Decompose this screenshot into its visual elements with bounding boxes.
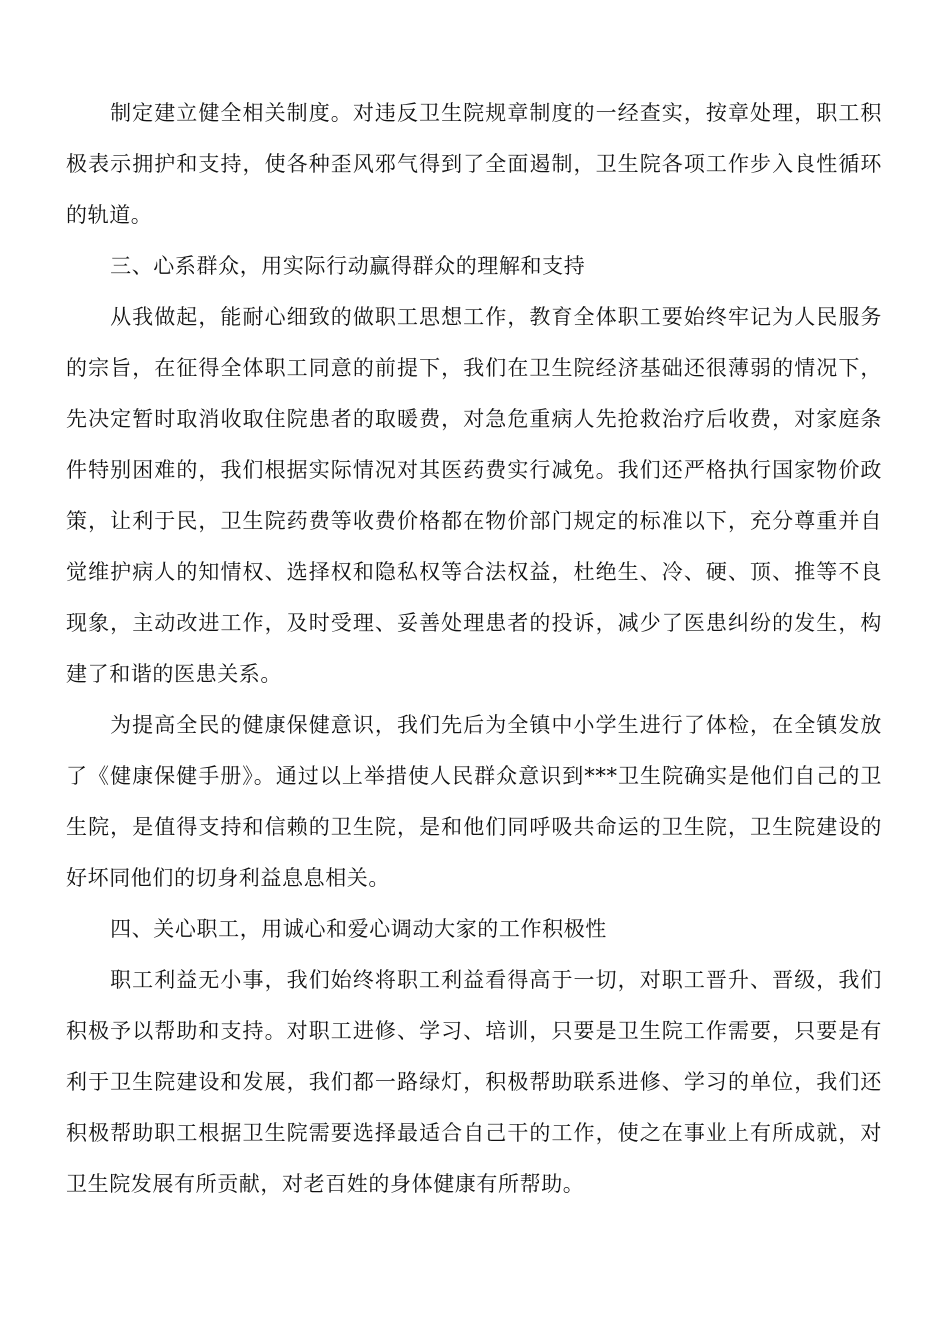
paragraph-staff-care: 职工利益无小事，我们始终将职工利益看得高于一切，对职工晋升、晋级，我们积极予以帮助和支持。对职工进修、学习、培训，只要是卫生院工作需要，只要是有利于卫生院建设和发展，我们都一路绿灯，积极帮助联系进修、学习的单位，我们还积极帮助职工根据卫生院需要选择最适合自己干的工作，使之在事业上有所成就，对卫生院发展有所贡献，对老百姓的身体健康有所帮助。	[66, 968, 882, 1196]
section-heading-four: 四、关心职工，用诚心和爱心调动大家的工作积极性	[110, 917, 607, 941]
section-heading-three: 三、心系群众，用实际行动赢得群众的理解和支持	[110, 254, 586, 278]
paragraph-health-awareness: 为提高全民的健康保健意识，我们先后为全镇中小学生进行了体检，在全镇发放了《健康保健手册》。通过以上举措使人民群众意识到***卫生院确实是他们自己的卫生院，是值得支持和信赖的卫生院，是和他们同呼吸共命运的卫生院，卫生院建设的好坏同他们的切身利益息息相关。	[66, 713, 882, 890]
paragraph-regulations: 制定建立健全相关制度。对违反卫生院规章制度的一经查实，按章处理，职工积极表示拥护和支持，使各种歪风邪气得到了全面遏制，卫生院各项工作步入良性循环的轨道。	[66, 101, 882, 227]
paragraph-patient-services: 从我做起，能耐心细致的做职工思想工作，教育全体职工要始终牢记为人民服务的宗旨，在征得全体职工同意的前提下，我们在卫生院经济基础还很薄弱的情况下，先决定暂时取消收取住院患者的取暖费，对急危重病人先抢救治疗后收费，对家庭条件特别困难的，我们根据实际情况对其医药费实行减免。我们还严格执行国家物价政策，让利于民，卫生院药费等收费价格都在物价部门规定的标准以下，充分尊重并自觉维护病人的知情权、选择权和隐私权等合法权益，杜绝生、冷、硬、顶、推等不良现象，主动改进工作，及时受理、妥善处理患者的投诉，减少了医患纠纷的发生，构建了和谐的医患关系。	[66, 305, 882, 686]
document-body	[66, 88, 882, 1210]
